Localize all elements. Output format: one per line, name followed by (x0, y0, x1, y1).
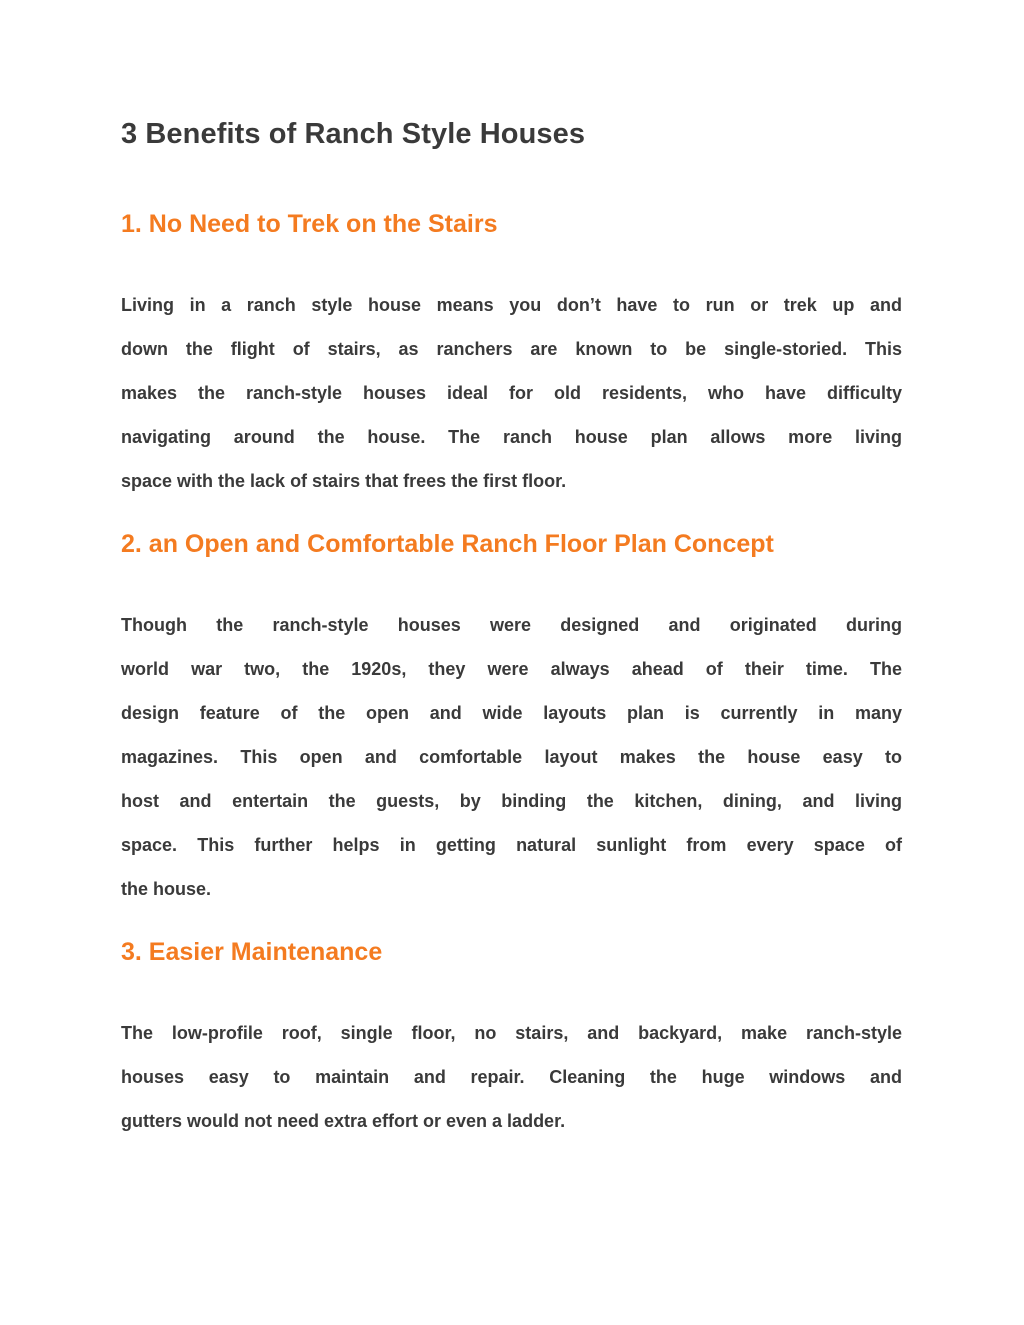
paragraph-line: down the flight of stairs, as ranchers are known to be single-storied. This (121, 339, 902, 359)
paragraph-line: navigating around the house. The ranch house plan allows more living (121, 427, 902, 447)
section-paragraph-easier-maintenance (121, 1022, 902, 1154)
section-paragraph-no-stairs (121, 294, 902, 514)
paragraph-line: design feature of the open and wide layouts plan is currently in many (121, 703, 902, 723)
paragraph-line: space with the lack of stairs that frees the first floor. (121, 471, 567, 491)
section-paragraph-open-floor-plan (121, 614, 902, 922)
paragraph-line: world war two, the 1920s, they were always ahead of their time. The (121, 659, 902, 679)
paragraph-line: Though the ranch-style houses were designed and originated during (121, 615, 902, 635)
document-title: 3 Benefits of Ranch Style Houses (121, 118, 586, 150)
paragraph-line: gutters would not need extra effort or even a ladder. (121, 1111, 566, 1131)
paragraph-line: The low-profile roof, single floor, no stairs, and backyard, make ranch-style (121, 1023, 902, 1043)
paragraph-line: space. This further helps in getting natural sunlight from every space of (121, 835, 902, 855)
paragraph-line: magazines. This open and comfortable layout makes the house easy to (121, 747, 902, 767)
paragraph-line: host and entertain the guests, by binding the kitchen, dining, and living (121, 791, 902, 811)
paragraph-line: the house. (121, 879, 212, 899)
section-heading-open-floor-plan: 2. an Open and Comfortable Ranch Floor Plan Concept (121, 530, 774, 558)
paragraph-line: houses easy to maintain and repair. Cleaning the huge windows and (121, 1067, 902, 1087)
section-heading-easier-maintenance: 3. Easier Maintenance (121, 938, 383, 966)
section-heading-no-stairs: 1. No Need to Trek on the Stairs (121, 210, 498, 238)
paragraph-line: makes the ranch-style houses ideal for old residents, who have difficulty (121, 383, 902, 403)
paragraph-line: Living in a ranch style house means you don’t have to run or trek up and (121, 295, 902, 315)
